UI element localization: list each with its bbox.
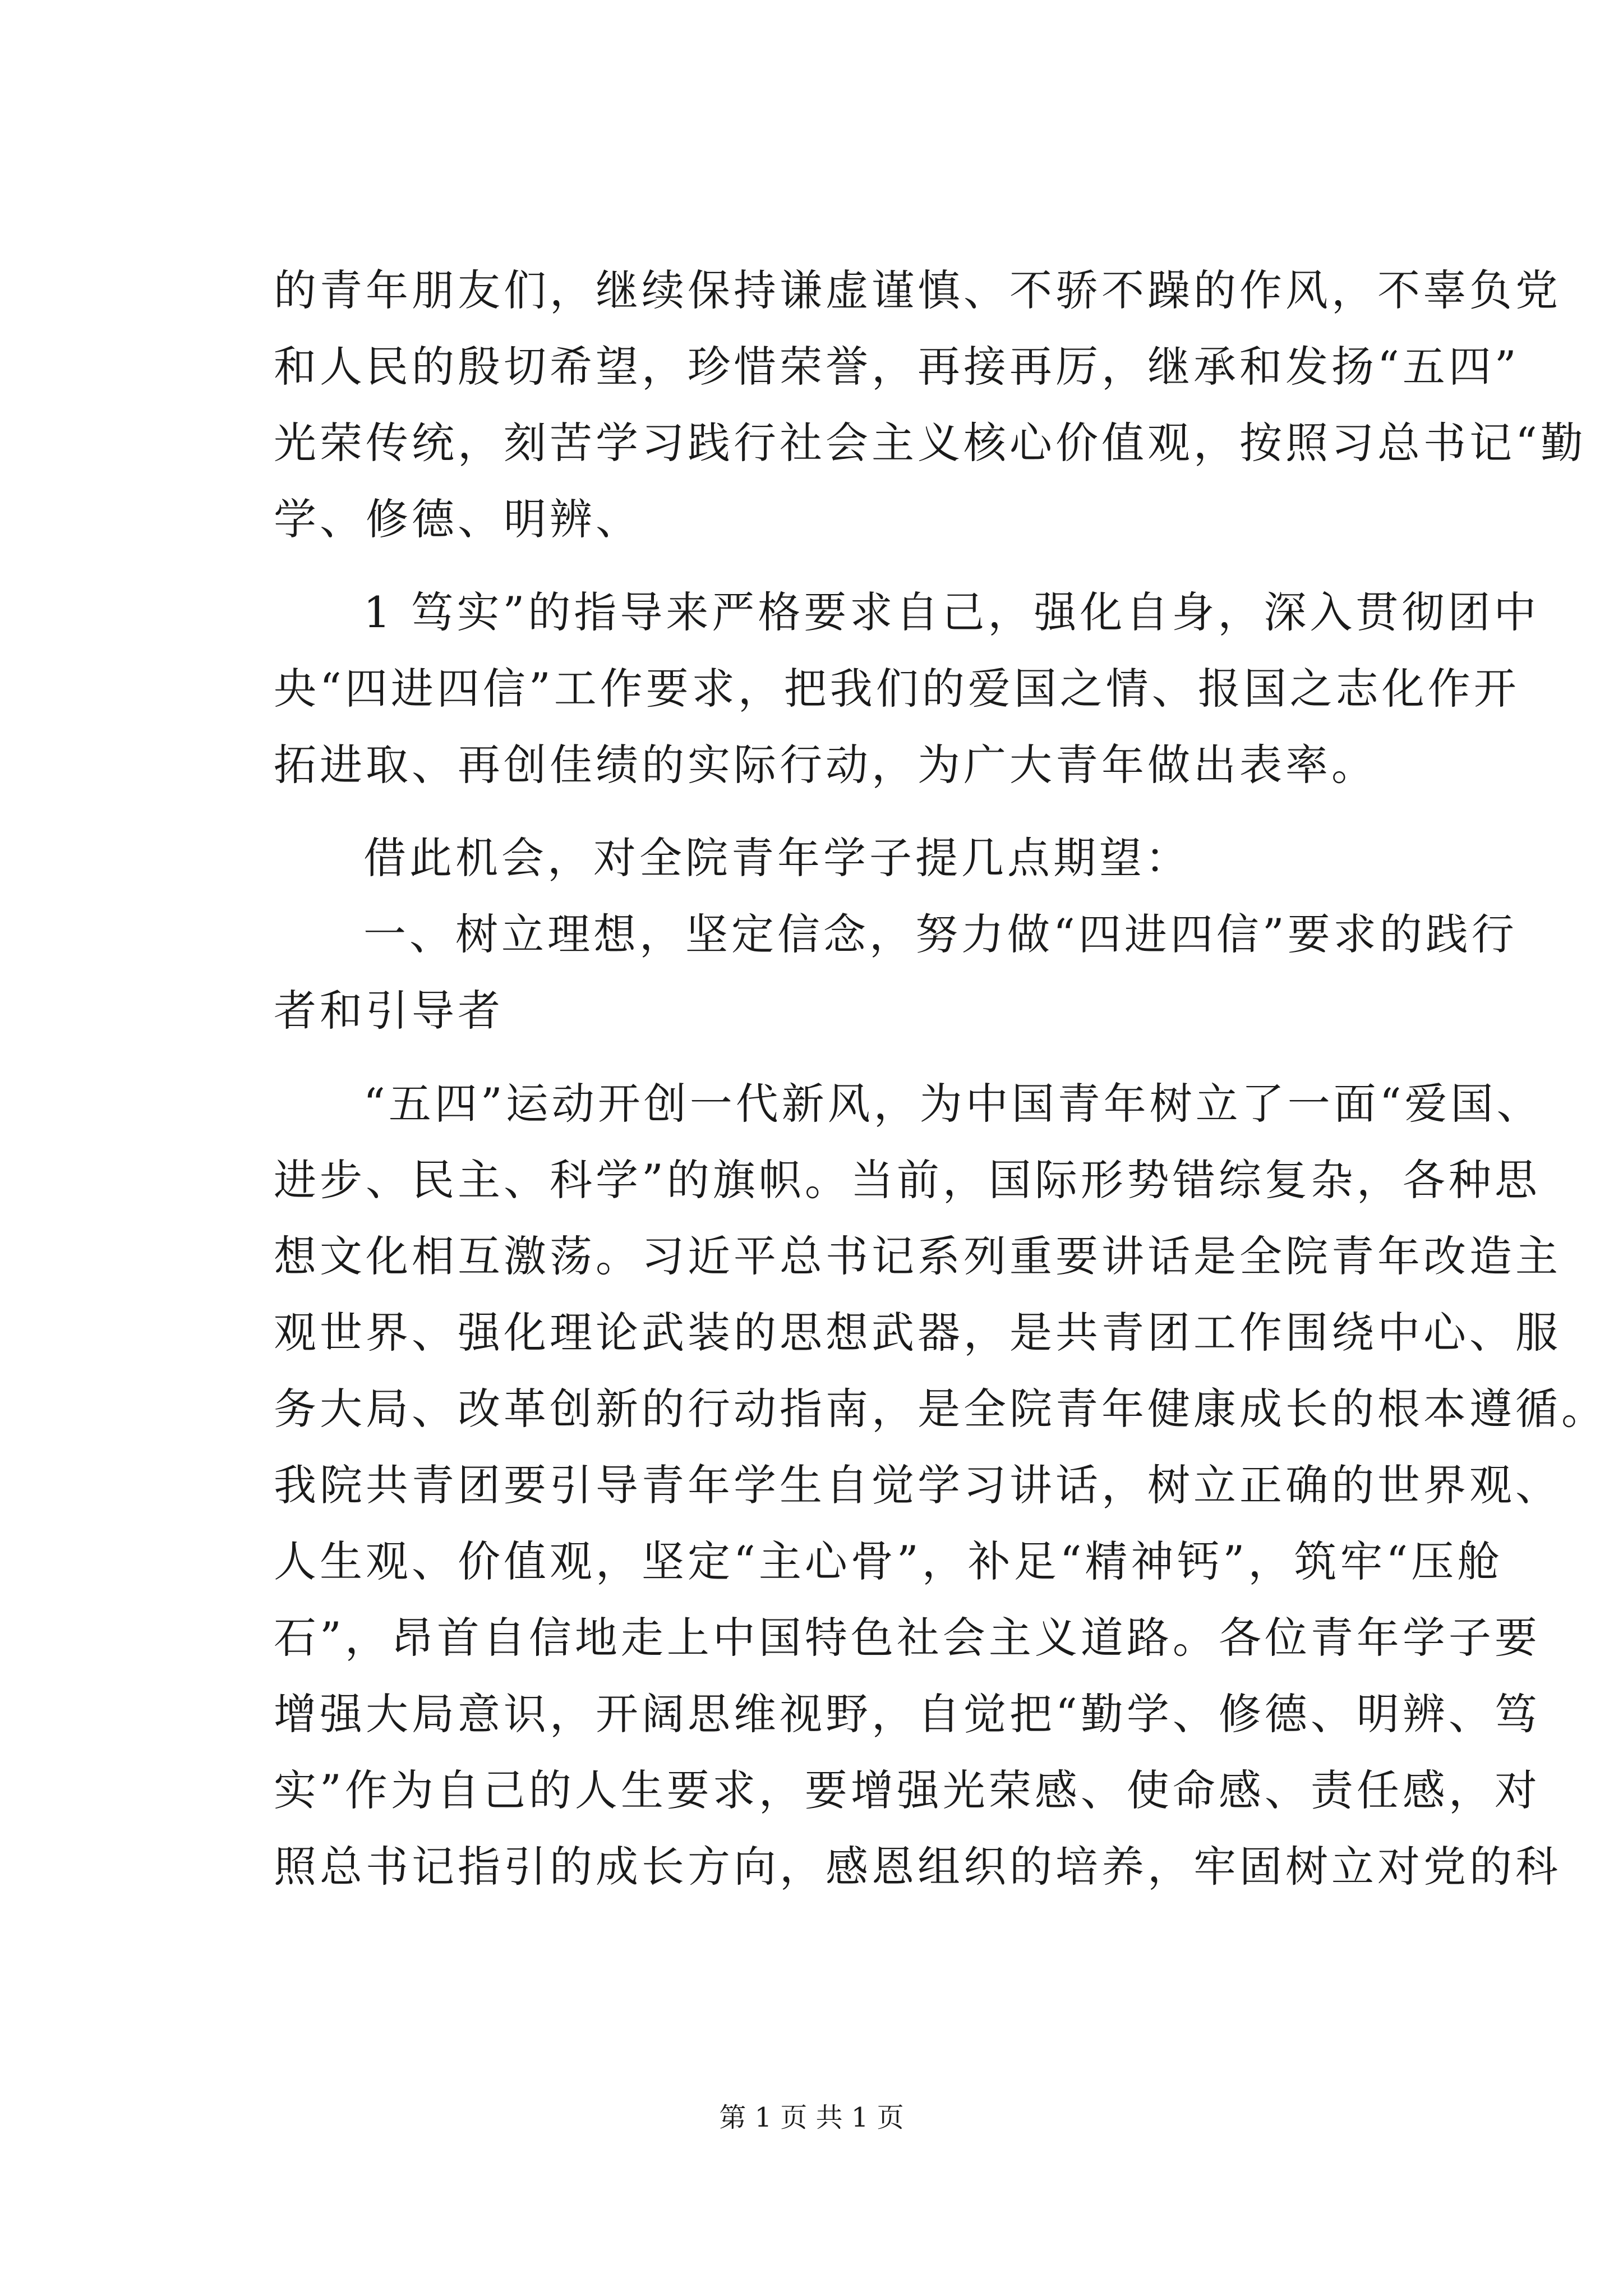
- page-number-footer: 第 1 页 共 1 页: [719, 2102, 904, 2133]
- text-line: 和人民的殷切希望，珍惜荣誉，再接再厉，继承和发扬“五四”: [274, 342, 1520, 392]
- document-body: [274, 252, 1607, 1905]
- text-line: 实”作为自己的人生要求，要增强光荣感、使命感、责任感，对: [274, 1765, 1541, 1815]
- text-line: 光荣传统，刻苦学习践行社会主义核心价值观，按照习总书记“勤: [274, 418, 1587, 468]
- text-line: 拓进取、再创佳绩的实际行动，为广大青年做出表率。: [274, 740, 1377, 790]
- text-line: “五四”运动开创一代新风，为中国青年树立了一面“爱国、: [363, 1079, 1543, 1129]
- text-line: 务大局、改革创新的行动指南，是全院青年健康成长的根本遵循。: [274, 1384, 1607, 1434]
- text-line: 进步、民主、科学”的旗帜。当前，国际形势错综复杂，各种思: [274, 1155, 1541, 1205]
- text-line: 1 笃实”的指导来严格要求自己，强化自身，深入贯彻团中: [363, 587, 1540, 637]
- text-line: 央“四进四信”工作要求，把我们的爱国之情、报国之志化作开: [274, 664, 1520, 714]
- text-line: 我院共青团要引导青年学生自觉学习讲话，树立正确的世界观、: [274, 1460, 1561, 1510]
- text-line: 的青年朋友们，继续保持谦虚谨慎、不骄不躁的作风，不辜负党: [274, 265, 1561, 315]
- text-line: 想文化相互激荡。习近平总书记系列重要讲话是全院青年改造主: [274, 1231, 1561, 1281]
- text-line: 一、树立理想，坚定信念，努力做“四进四信”要求的践行: [363, 909, 1518, 959]
- text-line: 石”，昂首自信地走上中国特色社会主义道路。各位青年学子要: [274, 1613, 1541, 1663]
- text-line: 人生观、价值观，坚定“主心骨”，补足“精神钙”，筑牢“压舱: [274, 1536, 1504, 1586]
- text-line: 增强大局意识，开阔思维视野，自觉把“勤学、修德、明辨、笃: [274, 1689, 1541, 1739]
- text-line: 学、修德、明辨、: [274, 494, 642, 544]
- text-line: 观世界、强化理论武装的思想武器，是共青团工作围绕中心、服: [274, 1308, 1561, 1358]
- text-line: 借此机会，对全院青年学子提几点期望：: [363, 833, 1191, 883]
- text-line: 者和引导者: [274, 986, 504, 1036]
- text-line: 照总书记指引的成长方向，感恩组织的培养，牢固树立对党的科: [274, 1842, 1561, 1892]
